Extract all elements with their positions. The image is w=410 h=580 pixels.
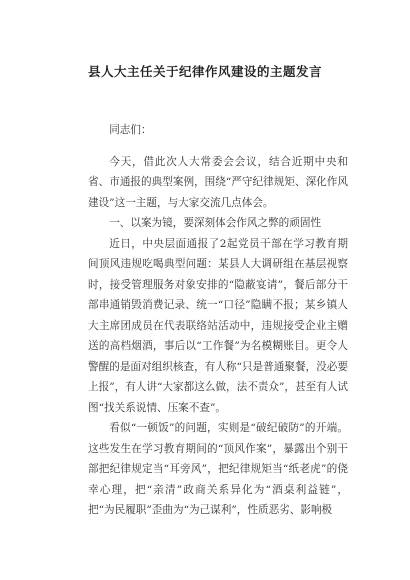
paragraph-intro: 今天，借此次人大常委会会议，结合近期中央和省、市通报的典型案例，围绕“严守纪律规矩、深化作风建设”这一主题，与大家交流几点体会。 [88,155,348,209]
section-heading-1: 一、以案为镜，要深刻体会作风之弊的顽固性 [109,217,322,229]
document-title: 县人大主任关于纪律作风建设的主题发言 [87,64,322,79]
paragraph-analysis: 看似“一顿饭”的问题，实则是“破纪破防”的开端。这些发生在学习教育期间的“顶风作案”，暴露出个别干部把纪律规定当“耳旁风”，把纪律规矩当“纸老虎”的侥幸心理，把“亲清”政商关系异化为“酒桌利益链”，把“为民履职”歪曲为“为己谋利”，性质恶劣、影响极 [88,422,348,516]
document-body [88,120,348,521]
paragraph-cases: 近日，中央层面通报了2起党员干部在学习教育期间顶风违规吃喝典型问题：某县人大调研组在基层视察时，接受管理服务对象安排的“隐蔽宴请”，餐后部分干部串通销毁消费记录、统一“口径”隐瞒不报；某乡镇人大主席团成员在代表联络站活动中，违规接受企业主赠送的高档烟酒，事后以“工作餐”为名模糊账目。更令人警醒的是面对组织核查，有人称“只是普通聚餐，没必要上报”，有人讲“大家都这么做，法不责众”，甚至有人试图“找关系说情、压案不查”。 [88,237,348,414]
greeting: 同志们： [109,124,152,136]
